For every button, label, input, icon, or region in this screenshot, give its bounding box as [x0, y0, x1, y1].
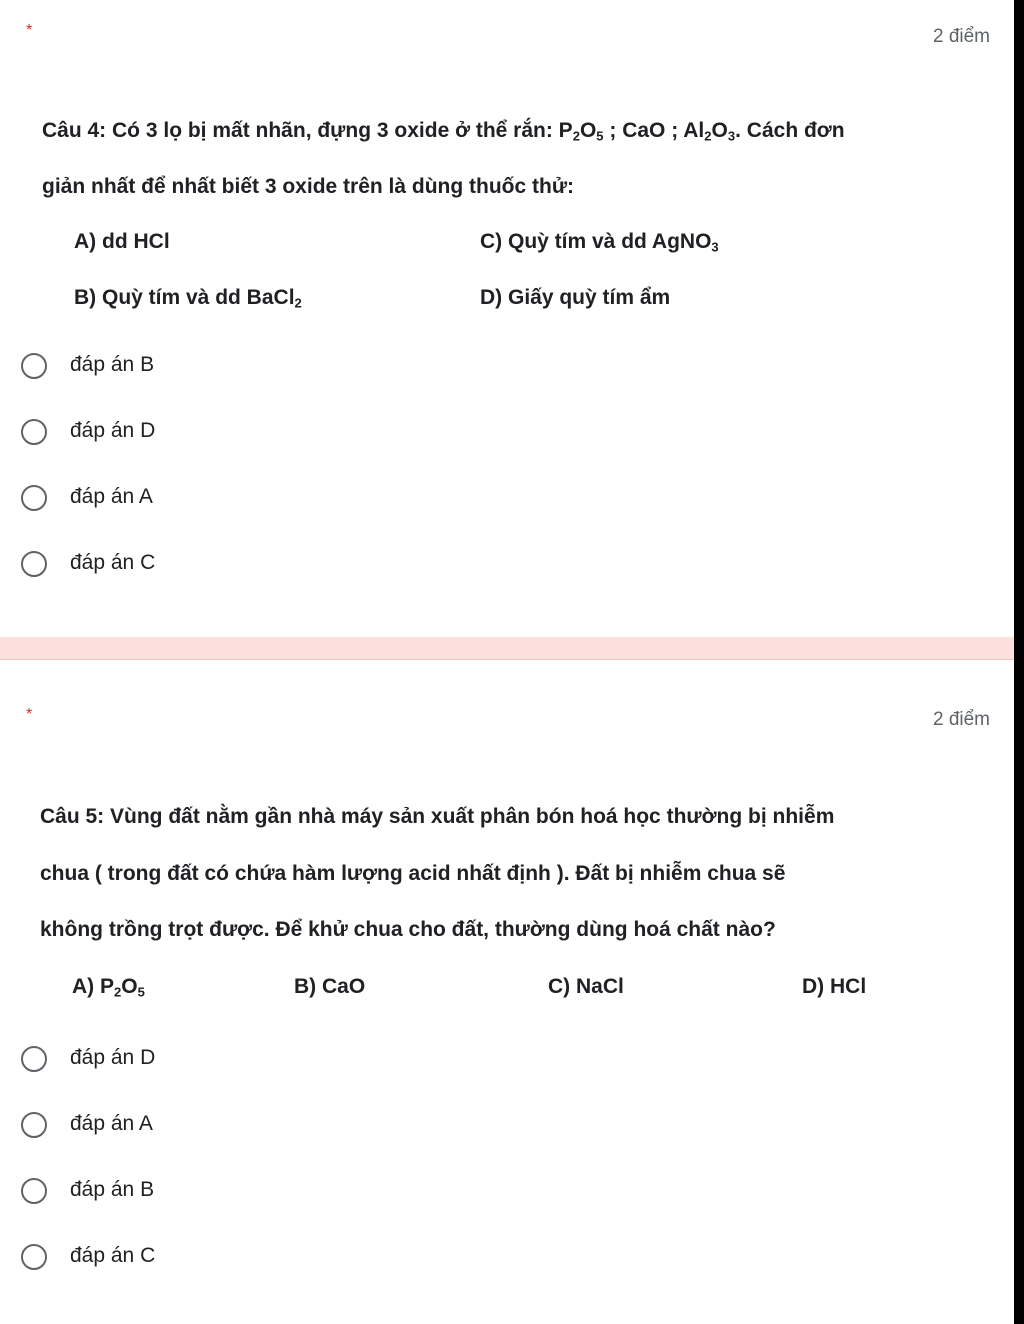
- radio-circle-icon[interactable]: [21, 551, 47, 577]
- question-card-4: [0, 0, 1014, 637]
- question-text-line-2: giản nhất để nhất biết 3 oxide trên là dùng thuốc thử:: [42, 175, 575, 198]
- answer-option-c: C) Quỳ tím và dd AgNO$_3$: [480, 230, 719, 255]
- radio-option[interactable]: [0, 1238, 1014, 1284]
- window-edge: [1014, 0, 1024, 1324]
- radio-option[interactable]: [0, 545, 1014, 591]
- answer-option-b: B) Quỳ tím và dd BaCl$_2$: [74, 286, 302, 311]
- radio-option[interactable]: [0, 1040, 1014, 1086]
- radio-label: đáp án A: [70, 1112, 153, 1135]
- question-text-line-2: chua ( trong đất có chứa hàm lượng acid nhất định ). Đất bị nhiễm chua sẽ: [40, 862, 786, 885]
- radio-circle-icon[interactable]: [21, 1244, 47, 1270]
- radio-circle-icon[interactable]: [21, 1046, 47, 1072]
- question-text-line-1: Câu 4: Có 3 lọ bị mất nhãn, đựng 3 oxide ở thể rắn: $P_2O_5$ ; CaO ; $Al_2O_3$. Cách đơn: [42, 119, 845, 144]
- radio-circle-icon[interactable]: [21, 485, 47, 511]
- answer-option-d: D) Giấy quỳ tím ẩm: [480, 286, 671, 309]
- radio-option[interactable]: [0, 347, 1014, 393]
- answer-option-d: D) HCl: [802, 975, 867, 998]
- radio-label: đáp án C: [70, 1244, 156, 1267]
- radio-label: đáp án D: [70, 419, 156, 442]
- radio-option[interactable]: [0, 1106, 1014, 1152]
- answer-option-a: A) dd HCl: [74, 230, 170, 253]
- radio-circle-icon[interactable]: [21, 353, 47, 379]
- question-card-5: [0, 660, 1014, 1324]
- answer-option-b: B) CaO: [294, 975, 366, 998]
- required-asterisk: *: [26, 706, 33, 723]
- radio-option[interactable]: [0, 413, 1014, 459]
- radio-option[interactable]: [0, 1172, 1014, 1218]
- card-separator: [0, 637, 1014, 660]
- radio-label: đáp án B: [70, 353, 155, 376]
- radio-label: đáp án D: [70, 1046, 156, 1069]
- answer-option-a: A) $P_2O_5$: [72, 975, 145, 1000]
- question-text-line-1: Câu 5: Vùng đất nằm gần nhà máy sản xuất phân bón hoá học thường bị nhiễm: [40, 805, 835, 828]
- radio-circle-icon[interactable]: [21, 1112, 47, 1138]
- radio-option[interactable]: [0, 479, 1014, 525]
- radio-circle-icon[interactable]: [21, 419, 47, 445]
- answer-option-c: C) NaCl: [548, 975, 624, 998]
- radio-label: đáp án C: [70, 551, 156, 574]
- points-label: 2 điểm: [932, 26, 990, 47]
- points-label: 2 điểm: [932, 709, 990, 730]
- question-text-line-3: không trồng trọt được. Để khử chua cho đất, thường dùng hoá chất nào?: [40, 918, 776, 941]
- radio-circle-icon[interactable]: [21, 1178, 47, 1204]
- required-asterisk: *: [26, 22, 33, 39]
- radio-label: đáp án B: [70, 1178, 155, 1201]
- radio-label: đáp án A: [70, 485, 153, 508]
